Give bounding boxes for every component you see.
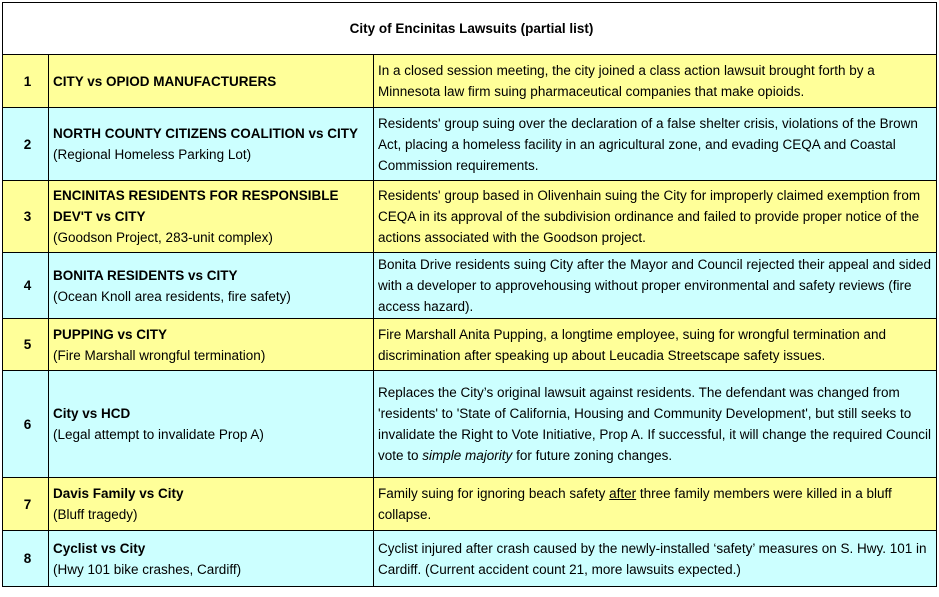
case-name: ENCINITAS RESIDENTS FOR RESPONSIBLE DEV'T vs CITY — [53, 188, 339, 224]
case-description: Bonita Drive residents suing City after the Mayor and Council rejected their appeal and sided with a developer to approvehousing without proper environmental and safety reviews (fire access hazard). — [374, 253, 937, 319]
case-subtitle: (Bluff tragedy) — [53, 507, 138, 522]
case-subtitle: (Regional Homeless Parking Lot) — [53, 147, 252, 162]
case-description: Cyclist injured after crash caused by the newly-installed ‘safety’ measures on S. Hwy. 101 in Cardiff. (Current accident count 21, more lawsuits expected.) — [374, 531, 937, 587]
table-row — [3, 108, 937, 181]
row-number: 1 — [3, 55, 49, 108]
case-name: PUPPING vs CITY — [53, 326, 168, 342]
case-subtitle: (Legal attempt to invalidate Prop A) — [53, 427, 264, 442]
description-text: three family members were killed in a bluff collapse. — [378, 486, 892, 522]
table-row — [3, 253, 937, 319]
case-cell — [49, 108, 374, 181]
row-number: 8 — [3, 531, 49, 587]
table-title: City of Encinitas Lawsuits (partial list) — [3, 3, 937, 55]
case-subtitle: (Fire Marshall wrongful termination) — [53, 347, 266, 363]
case-name: Davis Family vs City — [53, 486, 184, 501]
case-name: City vs HCD — [53, 406, 131, 421]
description-emphasis: after — [609, 486, 637, 501]
case-cell — [49, 531, 374, 587]
description-emphasis: simple majority — [422, 448, 513, 463]
row-number: 3 — [3, 181, 49, 253]
table-row — [3, 371, 937, 478]
lawsuits-table — [2, 2, 937, 587]
case-description: In a closed session meeting, the city joined a class action lawsuit brought forth by a Minnesota law firm suing pharmaceutical companies that make opioids. — [374, 55, 937, 108]
row-number: 4 — [3, 253, 49, 319]
table-row — [3, 181, 937, 253]
row-number: 7 — [3, 478, 49, 531]
case-name: BONITA RESIDENTS vs CITY — [53, 267, 238, 283]
case-subtitle: (Goodson Project, 283-unit complex) — [53, 230, 273, 245]
description-text: Family suing for ignoring beach safety — [378, 486, 610, 501]
case-cell — [49, 478, 374, 531]
case-description — [374, 371, 937, 478]
case-name: NORTH COUNTY CITIZENS COALITION vs CITY — [53, 126, 359, 141]
case-cell — [49, 319, 374, 371]
table-row — [3, 319, 937, 371]
case-description — [374, 478, 937, 531]
case-cell — [49, 181, 374, 253]
row-number: 2 — [3, 108, 49, 181]
title-row — [3, 3, 937, 55]
table-row — [3, 531, 937, 587]
row-number: 5 — [3, 319, 49, 371]
description-text: for future zoning changes. — [512, 448, 673, 463]
description-text: Replaces the City’s original lawsuit against residents. The defendant was changed from 'residents' to 'State of California, Housing and Community Development', but still seeks to invalidate the Right to Vote Initiative, Prop A. If successful, it will change the required Council vote to — [378, 385, 932, 463]
table-row — [3, 55, 937, 108]
case-cell — [49, 253, 374, 319]
case-description: Residents' group suing over the declaration of a false shelter crisis, violations of the Brown Act, placing a homeless facility in an agricultural zone, and evading CEQA and Coastal Commission requirements. — [374, 108, 937, 181]
case-subtitle: (Ocean Knoll area residents, fire safety) — [53, 288, 291, 304]
table-row — [3, 478, 937, 531]
row-number: 6 — [3, 371, 49, 478]
case-cell — [49, 55, 374, 108]
case-subtitle: (Hwy 101 bike crashes, Cardiff) — [53, 561, 242, 577]
case-description: Fire Marshall Anita Pupping, a longtime employee, suing for wrongful termination and discrimination after speaking up about Leucadia Streetscape safety issues. — [374, 319, 937, 371]
case-name: CITY vs OPIOD MANUFACTURERS — [53, 73, 277, 89]
case-cell — [49, 371, 374, 478]
case-name: Cyclist vs City — [53, 540, 146, 556]
case-description: Residents' group based in Olivenhain suing the City for improperly claimed exemption from CEQA in its approval of the subdivision ordinance and failed to provide proper notice of the actions associated with the Goodson project. — [374, 181, 937, 253]
